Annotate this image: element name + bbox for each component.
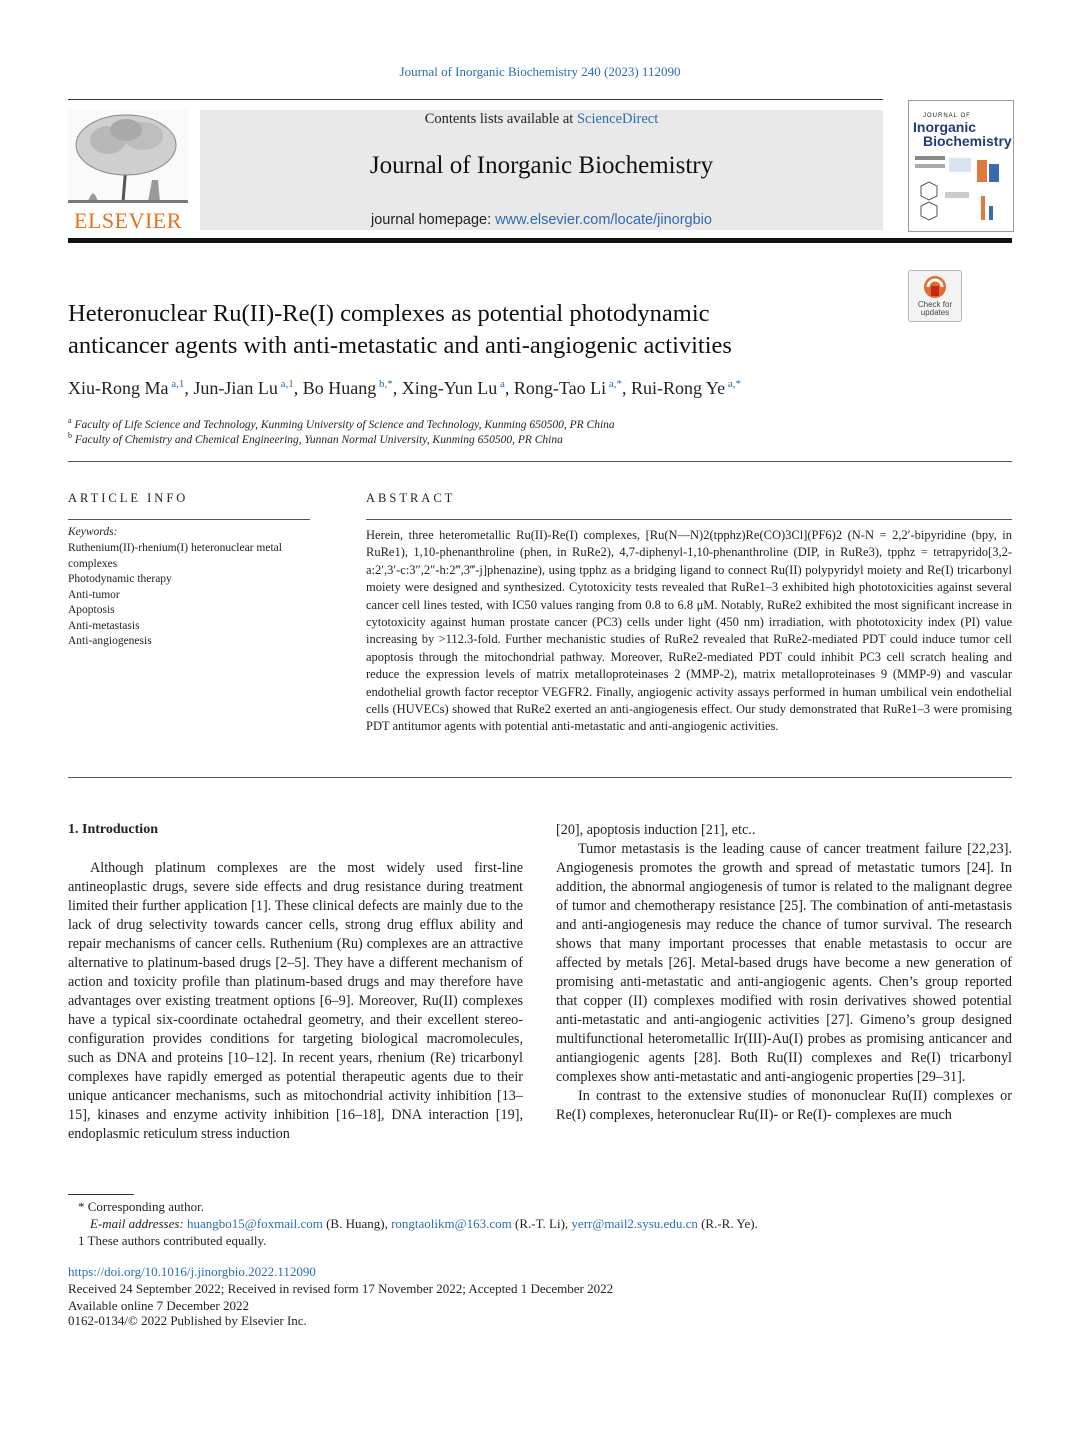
intro-right-column [556, 821, 1012, 1125]
homepage-prefix: journal homepage: [371, 212, 496, 228]
author-affiliation-mark[interactable]: a,1 [168, 378, 185, 390]
intro-left-column [68, 859, 523, 1144]
affiliation-mark: b [68, 431, 72, 440]
journal-title: Journal of Inorganic Biochemistry [369, 152, 714, 179]
header-thick-rule [68, 238, 1012, 243]
email-owner: (B. Huang), [322, 1216, 392, 1231]
corresponding-author-note: * Corresponding author. [78, 1199, 205, 1214]
author-affiliation-mark[interactable]: a,1 [277, 378, 294, 390]
abstract-heading: ABSTRACT [366, 491, 456, 505]
email-owner: (R.-T. Li), [511, 1216, 572, 1231]
author-affiliation-mark[interactable]: b,* [376, 378, 393, 390]
available-online: Available online 7 December 2022 [68, 1298, 249, 1313]
author-separator: , [622, 378, 632, 398]
journal-reference[interactable]: Journal of Inorganic Biochemistry 240 (2023) 112090 [399, 64, 681, 79]
author-name[interactable]: Xing-Yun Lu [401, 378, 498, 398]
email-addresses [90, 1216, 758, 1232]
contents-prefix: Contents lists available at [424, 111, 577, 127]
email-link[interactable]: yerr@mail2.sysu.edu.cn [571, 1216, 698, 1231]
email-link[interactable]: rongtaolikm@163.com [391, 1216, 512, 1231]
author-name[interactable]: Rong-Tao Li [513, 378, 607, 398]
homepage-line [200, 212, 883, 228]
affiliation-b [68, 431, 563, 446]
abstract-text: Herein, three heterometallic Ru(II)-Re(I) complexes, [Ru(N—N)2(tpphz)Re(CO)3Cl](PF6)2 (N-N = 2,2′-bipyridine (bpy, in RuRe1), 1,10-phenanthroline (phen, in RuRe2), 4,7-diphenyl-1,10-phenanthroline (DIP, in RuRe3), tpphz = tetrapyrido[3,2-a:2′,3′-c:3″,2″-h:2‴,3‴-j]phenazine), using tpphz as a bridging ligand to connect Ru(II) polypyridyl moiety and Re(I) tricarbonyl moiety were designed and synthesized. Cytotoxicity tests revealed that RuRe1–3 exhibited high phototoxicities against several cancer cell lines tested, with IC50 values ranging from 0.8 to 6.8 μM. Notably, RuRe2 exhibited the most significant increase in cytotoxicity against human prostate cancer (PC3) cells under light (450 nm) irradiation, with phototoxicity index (PI) value increasing by >112.3-fold. Further mechanistic studies of RuRe2 revealed that RuRe2-mediated PDT could induce tumor cell apoptosis through the mitochondrial pathway. Moreover, RuRe2-mediated PDT could inhibit PC3 cell scratch healing and reduce the expression levels of matrix metalloproteinases 2 (MMP-2), matrix metalloproteinases 9 (MMP-9) and vascular endothelial growth factor receptor VEGFR2. Finally, angiogenic activity assays performed in human umbilical vein endothelial cells (HUVECs) showed that RuRe2 exerted an anti-angiogenesis effect. Our study demonstrated that RuRe1–3 were promising PDT antitumor agents with potential anti-metastatic and anti-angiogenic activities. [366, 528, 1012, 734]
section-divider [68, 461, 1012, 462]
affiliation-a [68, 416, 615, 431]
homepage-link[interactable]: www.elsevier.com/locate/jinorgbio [495, 212, 712, 228]
cover-title-small: JOURNAL OF [923, 113, 971, 119]
author-affiliation-mark[interactable]: a,* [725, 378, 741, 390]
abstract-rule [366, 519, 1012, 520]
intro-paragraph: [20], apoptosis induction [21], etc.. [556, 822, 756, 838]
author-name[interactable]: Xiu-Rong Ma [68, 378, 169, 398]
keyword-item: Anti-angiogenesis [68, 635, 152, 647]
email-label: E-mail addresses: [90, 1216, 188, 1231]
elsevier-logo [68, 110, 188, 232]
author-separator: , [293, 378, 303, 398]
check-updates-icon [922, 275, 948, 299]
keyword-item: Anti-metastasis [68, 619, 140, 632]
email-owner: (R.-R. Ye). [697, 1216, 758, 1231]
keyword-item: Ruthenium(II)-rhenium(I) heteronuclear metal complexes [68, 542, 282, 570]
title-line-2: anticancer agents with anti-metastatic and anti-angiogenic activities [68, 332, 732, 359]
author-separator: , [392, 378, 402, 398]
header-divider [68, 99, 883, 100]
elsevier-wordmark: ELSEVIER [74, 208, 182, 233]
contents-line [200, 111, 883, 128]
author-list [68, 378, 1008, 399]
cover-title-biochemistry: Biochemistry [923, 133, 1012, 149]
keyword-list [68, 541, 318, 650]
affiliation-text: Faculty of Life Science and Technology, Kunming University of Science and Technology, Kunming 650500, PR China [74, 418, 615, 431]
keywords-label: Keywords: [68, 526, 118, 538]
section-divider [68, 777, 1012, 778]
intro-paragraph: Although platinum complexes are the most widely used first-line antineoplastic drugs, severe side effects and drug resistance during treatment limited their further application [1]. These clinical defects are mainly due to the lack of drug selectivity towards cancer cells, strong drug efflux ability and repair mechanisms of cancer cells. Ruthenium (Ru) complexes are an attractive alternative to platinum-based drugs [2–5]. They have a different mechanism of action and toxicity profile than platinum-based drugs and may therefore have advantages over existing treatment options [6–9]. Moreover, Ru(II) complexes have a typical six-coordinate octahedral geometry, and their excellent stereo-configuration provides conditions for targeting biological macromolecules, such as DNA and proteins [10–12]. In recent years, rhenium (Re) tricarbonyl complexes have rapidly emerged as potential therapeutic agents due to their unique anticancer mechanisms, such as mitochondrial activity inhibition [13–15], kinases and enzyme activity inhibition [16–18], DNA interaction [19], endoplasmic reticulum stress induction [68, 860, 523, 1142]
cover-title-inorganic: Inorganic [913, 119, 977, 135]
footnote-rule [68, 1194, 134, 1195]
equal-contribution-note: 1 These authors contributed equally. [78, 1233, 267, 1248]
author-affiliation-mark[interactable]: a,* [606, 378, 623, 390]
author-separator: , [184, 378, 194, 398]
issn-copyright: 0162-0134/© 2022 Published by Elsevier Inc. [68, 1313, 307, 1328]
affiliation-text: Faculty of Chemistry and Chemical Engineering, Yunnan Normal University, Kunming 650500, PR China [74, 433, 563, 446]
author-affiliation-mark[interactable]: a [497, 378, 505, 390]
title-line-1: Heteronuclear Ru(II)-Re(I) complexes as potential photodynamic [68, 300, 710, 327]
cover-artwork-icon [915, 156, 1007, 226]
sciencedirect-link[interactable]: ScienceDirect [576, 111, 659, 127]
email-link[interactable]: huangbo15@foxmail.com [187, 1216, 323, 1231]
intro-paragraph: Tumor metastasis is the leading cause of cancer treatment failure [22,23]. Angiogenesis promotes the growth and spread of metastatic tumors [24]. In addition, the abnormal angiogenesis of tumor is related to the malignant degree of tumor and chemotherapy resistance [25]. The combination of anti-metastasis and anti-angiogenesis may reduce the chance of tumor survival. The research shows that many important processes that enable metastasis to occur are affected by metals [26]. Metal-based drugs have become a new generation of promising anti-metastatic and anti-angiogenic agents. Chen’s group reported that copper (II) complexes modified with rosin derivatives showed potential anti-metastatic and anti-angiogenic activities [27]. Gimeno’s group designed multifunctional heterometallic Ir(III)-Au(I) probes as promising anticancer and antiangiogenic agents [28]. Both Ru(II) complexes and Re(I) tricarbonyl complexes show anti-metastatic and anti-angiogenic properties [29–31]. [556, 841, 1012, 1085]
author-name[interactable]: Jun-Jian Lu [193, 378, 278, 398]
affiliation-mark: a [68, 416, 72, 425]
intro-paragraph: In contrast to the extensive studies of mononuclear Ru(II) complexes or Re(I) complexes, heteronuclear Ru(II)- or Re(I)- complexes are much [556, 1088, 1012, 1123]
intro-heading: 1. Introduction [68, 822, 158, 837]
check-updates-label: Check for updates [917, 300, 953, 317]
author-name[interactable]: Rui-Rong Ye [631, 378, 726, 398]
article-info-heading: ARTICLE INFO [68, 491, 189, 505]
author-separator: , [504, 378, 514, 398]
keyword-item: Anti-tumor [68, 588, 120, 601]
article-info-rule [68, 519, 310, 520]
check-for-updates-button[interactable] [908, 270, 962, 322]
doi-link[interactable]: https://doi.org/10.1016/j.jinorgbio.2022.112090 [68, 1264, 316, 1279]
author-name[interactable]: Bo Huang [302, 378, 377, 398]
keyword-item: Photodynamic therapy [68, 573, 172, 585]
article-title [68, 298, 888, 362]
journal-cover[interactable] [908, 100, 1014, 232]
received-dates: Received 24 September 2022; Received in revised form 17 November 2022; Accepted 1 December 2022 [68, 1281, 614, 1296]
keyword-item: Apoptosis [68, 604, 115, 616]
